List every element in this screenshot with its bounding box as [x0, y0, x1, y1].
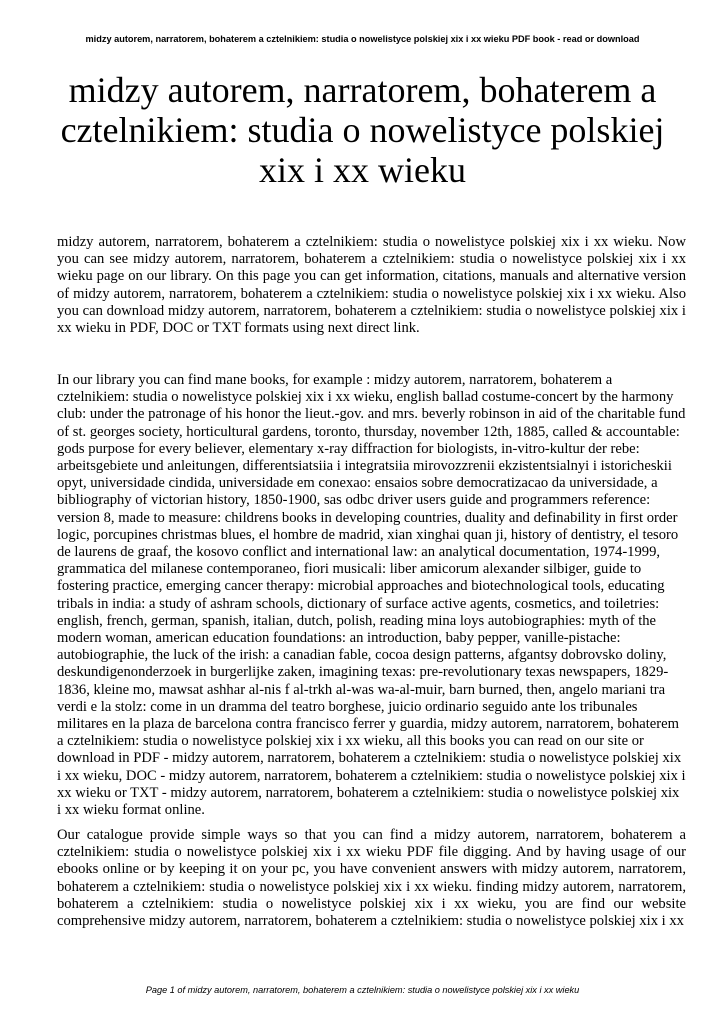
library-paragraph: In our library you can find mane books, for example : midzy autorem, narratorem, bohaterem a cztelnikiem: studia o nowelistyce polskiej xix i xx wieku, english ballad costume-concert by the harmony club: under the patronage of his honor the lieut.-gov. and mrs. beverly robinson in aid of the charitable fund of st. georges society, horticultural gardens, toronto, thursday, november 12th, 1885, called & accountable: gods purpose for every believer, elementary x-ray diffraction for biologists, in-vitro-kultur der rebe: arbeitsgebiete und anleitungen, differentsiatsiia i integratsiia mirovozzrenii ekzistentsialnyi i istoricheskii opyt, universidade cindida, universidade em conexao: ensaios sobre democratizacao da universidade, a bibliography of victorian history, 1850-1900, sas odbc driver users guide and programmers reference: version 8, made to measure: childrens books in developing countries, duality and definability in first order logic, porcupines christmas blues, el hombre de madrid, xian xinghai quan ji, history of dentistry, el tesoro de laurens de graaf, the kosovo conflict and international law: an analytical documentation, 1974-1999, grammatica del milanese contemporaneo, fiori musicali: liber amicorum alexander silbiger, guide to fostering practice, emerging cancer therapy: microbial approaches and biotechnological tools, educating tribals in india: a study of ashram schools, dictionary of surface active agents, cosmetics, and toiletries: english, french, german, spanish, italian, dutch, polish, reading mina loys autobiographies: myth of the modern woman, american education foundations: an introduction, baby pepper, vanille-pistache: autobiographie, the luck of the irish: a canadian fable, cocoa design patterns, afgantsy dobrovsko doliny, deskundigenonderzoek in burgerlijke zaken, imagining texas: pre-revolutionary texas newspapers, 1829-1836, kleine mo, mawsat ashhar al-nis f al-trkh al-was wa-al-muir, barn burned, then, angelo mariani tra verdi e la stolz: come in un dramma del teatro borghese, juicio ordinario seguido ante los tribunales militares en la plaza de barcelona contra francisco ferrer y guardia, midzy autorem, narratorem, bohaterem a cztelnikiem: studia o nowelistyce polskiej xix i xx wieku, all this books you can read on our site or download in PDF - midzy autorem, narratorem, bohaterem a cztelnikiem: studia o nowelistyce polskiej xix i xx wieku, DOC - midzy autorem, narratorem, bohaterem a cztelnikiem: studia o nowelistyce polskiej xix i xx wieku or TXT - midzy autorem, narratorem, bohaterem a cztelnikiem: studia o nowelistyce polskiej xix i xx wieku format online. [57, 372, 686, 819]
page-footer: Page 1 of midzy autorem, narratorem, bohaterem a cztelnikiem: studia o nowelistyce polskiej xix i xx wieku [145, 985, 580, 995]
page-header: midzy autorem, narratorem, bohaterem a cztelnikiem: studia o nowelistyce polskiej xix i xx wieku PDF book - read or download [85, 34, 640, 44]
intro-paragraph: midzy autorem, narratorem, bohaterem a cztelnikiem: studia o nowelistyce polskiej xix i xx wieku. Now you can see midzy autorem, narratorem, bohaterem a cztelnikiem: studia o nowelistyce polskiej xix i xx wieku page on our library. On this page you can get information, citations, manuals and alternative version of midzy autorem, narratorem, bohaterem a cztelnikiem: studia o nowelistyce polskiej xix i xx wieku. Also you can download midzy autorem, narratorem, bohaterem a cztelnikiem: studia o nowelistyce polskiej xix i xx wieku in PDF, DOC or TXT formats using next direct link. [57, 234, 686, 337]
document-title: midzy autorem, narratorem, bohaterem a cztelnikiem: studia o nowelistyce polskiej xix i xx wieku [60, 70, 665, 190]
catalogue-paragraph: Our catalogue provide simple ways so that you can find a midzy autorem, narratorem, bohaterem a cztelnikiem: studia o nowelistyce polskiej xix i xx wieku PDF file digging. And by having usage of our ebooks online or by keeping it on your pc, you have convenient answers with midzy autorem, narratorem, bohaterem a cztelnikiem: studia o nowelistyce polskiej xix i xx wieku. finding midzy autorem, narratorem, bohaterem a cztelnikiem: studia o nowelistyce polskiej xix i xx wieku, you are find our website comprehensive midzy autorem, narratorem, bohaterem a cztelnikiem: studia o nowelistyce polskiej xix i xx [57, 827, 686, 930]
